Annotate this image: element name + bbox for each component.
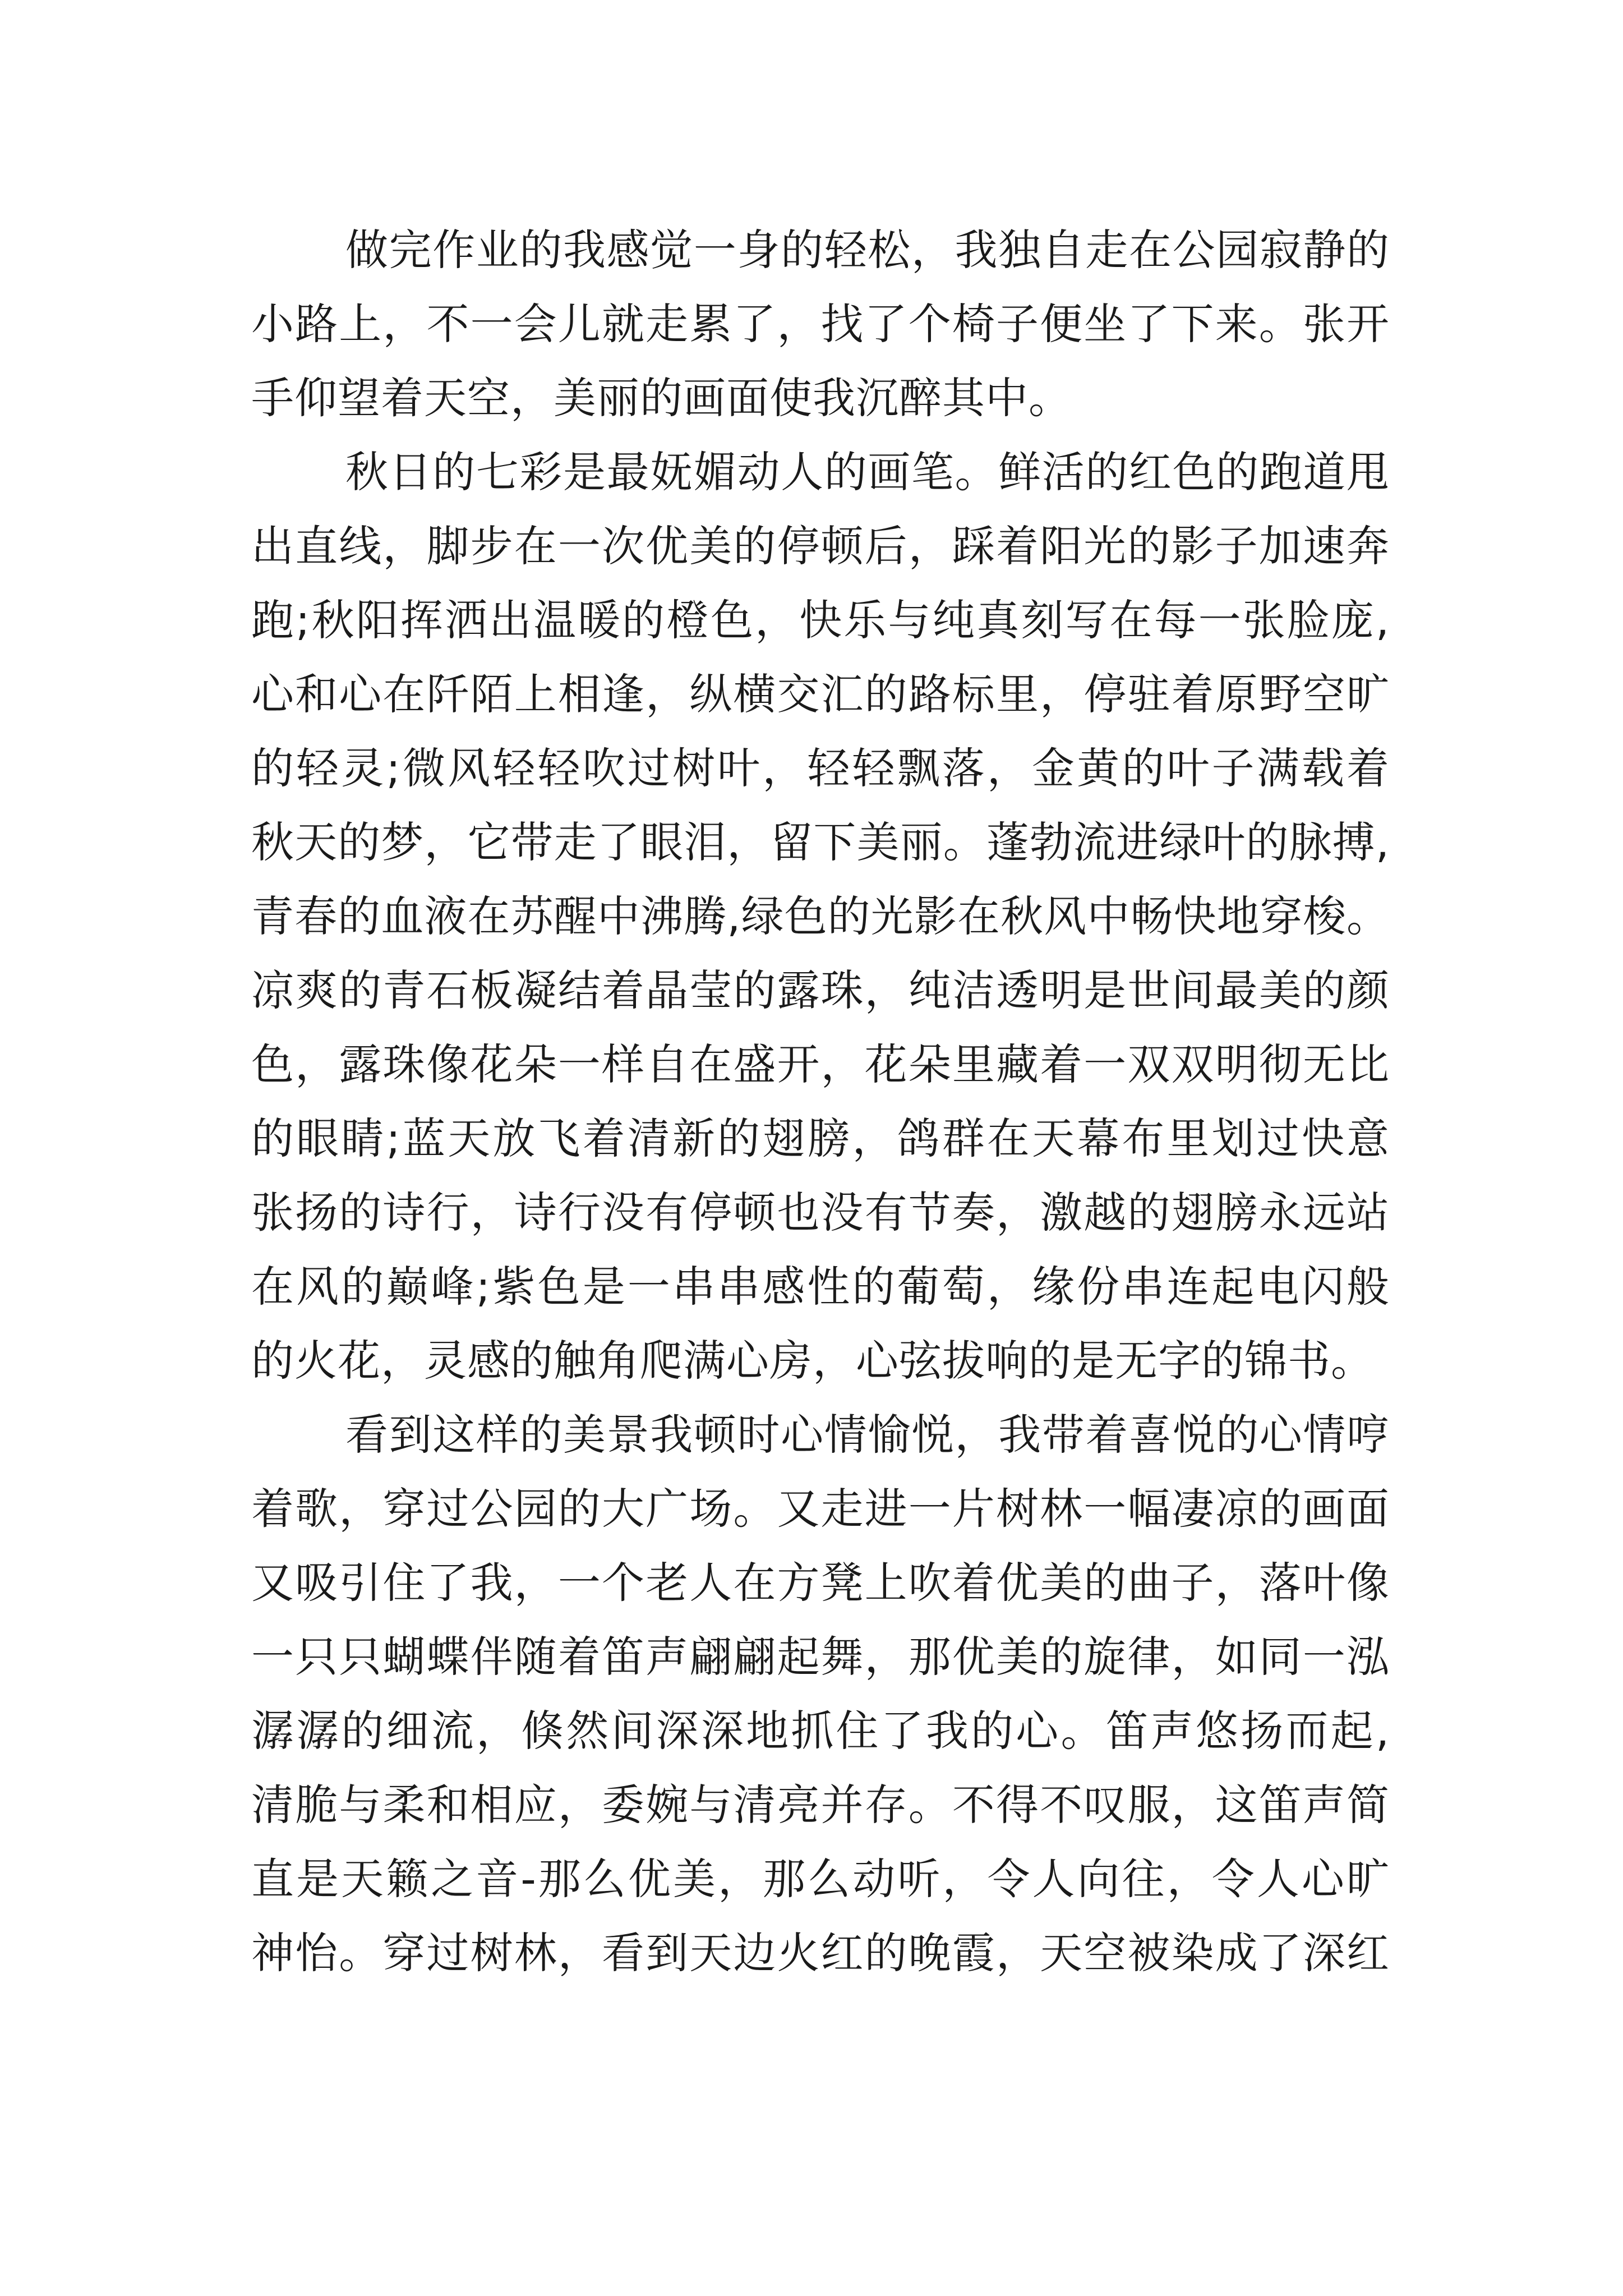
paragraph-3-line-6: 清脆与柔和相应，委婉与清亮并存。不得不叹服，这笛声简 [251,1780,1390,1830]
paragraph-3-line-5: 潺潺的细流，倏然间深深地抓住了我的心。笛声悠扬而起, [251,1706,1390,1756]
paragraph-2-line-5: 的轻灵;微风轻轻吹过树叶，轻轻飘落，金黄的叶子满载着 [251,743,1390,793]
paragraph-3-line-3: 又吸引住了我，一个老人在方凳上吹着优美的曲子，落叶像 [251,1558,1390,1608]
paragraph-2-line-6: 秋天的梦，它带走了眼泪，留下美丽。蓬勃流进绿叶的脉搏, [251,817,1390,867]
paragraph-2-line-9: 色，露珠像花朵一样自在盛开，花朵里藏着一双双明彻无比 [251,1039,1390,1089]
essay-body [251,213,1390,1990]
paragraph-2-line-1: 秋日的七彩是最妩媚动人的画笔。鲜活的红色的跑道甩 [345,447,1390,497]
paragraph-3-line-4: 一只只蝴蝶伴随着笛声翩翩起舞，那优美的旋律，如同一泓 [251,1632,1390,1682]
paragraph-3-line-2: 着歌，穿过公园的大广场。又走进一片树林一幅凄凉的画面 [251,1484,1390,1534]
paragraph-2-line-8: 凉爽的青石板凝结着晶莹的露珠，纯洁透明是世间最美的颜 [251,965,1390,1015]
paragraph-2-line-7: 青春的血液在苏醒中沸腾,绿色的光影在秋风中畅快地穿梭。 [251,891,1390,941]
paragraph-1-line-2: 小路上，不一会儿就走累了，找了个椅子便坐了下来。张开 [251,299,1390,349]
paragraph-2-line-2: 出直线，脚步在一次优美的停顿后，踩着阳光的影子加速奔 [251,521,1390,571]
paragraph-2-line-12: 在风的巅峰;紫色是一串串感性的葡萄，缘份串连起电闪般 [251,1262,1390,1312]
paragraph-3-line-7: 直是天籁之音-那么优美，那么动听，令人向往，令人心旷 [251,1854,1390,1904]
paragraph-3-line-8: 神怡。穿过树林，看到天边火红的晚霞，天空被染成了深红 [251,1928,1390,1978]
paragraph-1-line-3: 手仰望着天空，美丽的画面使我沉醉其中。 [251,373,1072,423]
paragraph-2-line-13: 的火花，灵感的触角爬满心房，心弦拔响的是无字的锦书。 [251,1336,1374,1386]
paragraph-2-line-10: 的眼睛;蓝天放飞着清新的翅膀，鸽群在天幕布里划过快意 [251,1114,1390,1163]
paragraph-3-line-1: 看到这样的美景我顿时心情愉悦，我带着喜悦的心情哼 [345,1410,1390,1460]
paragraph-2-line-11: 张扬的诗行，诗行没有停顿也没有节奏，激越的翅膀永远站 [251,1188,1390,1237]
paragraph-1-line-1: 做完作业的我感觉一身的轻松，我独自走在公园寂静的 [345,225,1390,275]
paragraph-2-line-3: 跑;秋阳挥洒出温暖的橙色，快乐与纯真刻写在每一张脸庞, [251,595,1390,645]
paragraph-2-line-4: 心和心在阡陌上相逢，纵横交汇的路标里，停驻着原野空旷 [251,669,1390,719]
